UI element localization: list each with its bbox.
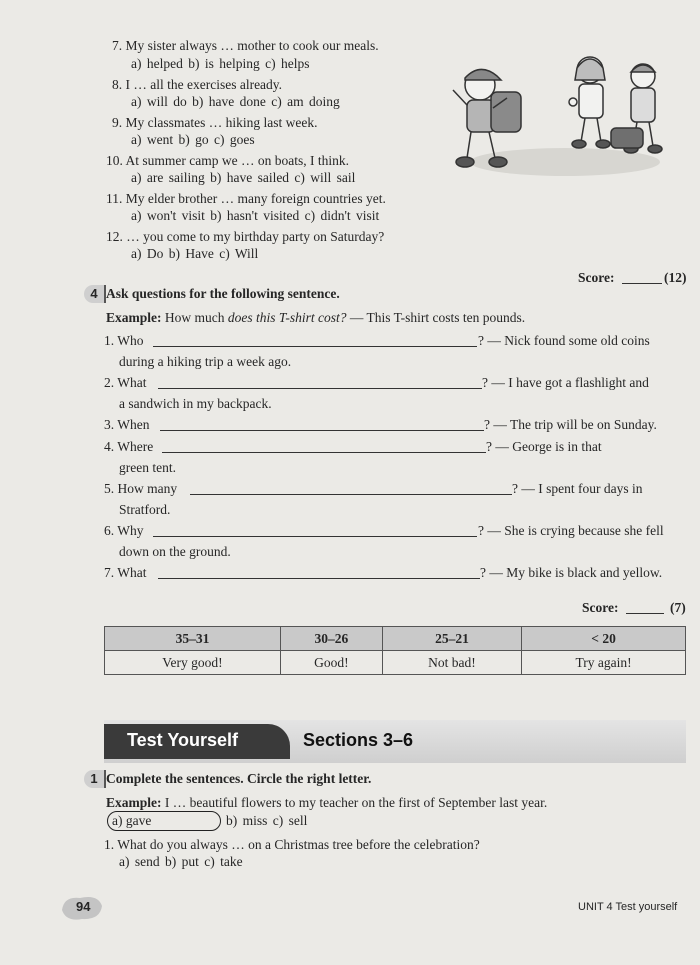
ex4-example-pre: How much xyxy=(164,310,228,325)
ex4-item-1-cont: during a hiking trip a week ago. xyxy=(119,354,292,369)
ex3-options-11: a) won't visit b) hasn't visited c) didn't visit xyxy=(131,208,380,223)
ex3-options-8: a) will do b) have done c) am doing xyxy=(131,94,340,109)
ex3-options-12: a) Do b) Have c) Will xyxy=(131,246,259,261)
score-table-value-row xyxy=(105,651,686,675)
ex3-question-10: 10. At summer camp we … on boats, I think. xyxy=(106,153,349,168)
ex4-score-blank[interactable] xyxy=(626,613,664,614)
ex4-item-6-cont: down on the ground. xyxy=(119,544,231,559)
ex3-options-7: a) helped b) is helping c) helps xyxy=(131,56,310,71)
ex4-item-5-end: ? — I spent four days in xyxy=(512,481,643,496)
score-range-2: 30–26 xyxy=(280,627,382,651)
ex4-item-1-start: 1. Who xyxy=(104,333,144,348)
ex4-item-5-answer-line[interactable] xyxy=(190,494,512,495)
ex4-item-7-answer-line[interactable] xyxy=(158,578,480,579)
score-verdict-1: Very good! xyxy=(105,651,281,675)
ex1-options-1: a) send b) put c) take xyxy=(119,854,243,869)
ex1-example-options-rest: b) miss c) sell xyxy=(226,813,308,828)
score-table-header-row xyxy=(105,627,686,651)
ex4-item-5-cont: Stratford. xyxy=(119,502,171,517)
ex1-example-text: I … beautiful flowers to my teacher on the first of September last year. xyxy=(164,795,548,810)
ex1-question-1: 1. What do you always … on a Christmas tree before the celebration? xyxy=(104,837,480,852)
ex3-options-9: a) went b) go c) goes xyxy=(131,132,255,147)
ex4-item-1-end: ? — Nick found some old coins xyxy=(478,333,650,348)
ex4-item-2-start: 2. What xyxy=(104,375,147,390)
ex3-question-7: 7. My sister always … mother to cook our meals. xyxy=(112,38,379,53)
ex4-item-6-answer-line[interactable] xyxy=(153,536,477,537)
ex3-question-11: 11. My elder brother … many foreign countries yet. xyxy=(106,191,386,206)
ex4-item-3-end: ? — The trip will be on Sunday. xyxy=(484,417,657,432)
score-verdict-4: Try again! xyxy=(522,651,686,675)
ex4-item-2-answer-line[interactable] xyxy=(158,388,482,389)
ex4-example-post: — This T-shirt costs ten pounds. xyxy=(346,310,526,325)
ex1-example-label: Example: xyxy=(106,795,162,810)
ex4-item-4-start: 4. Where xyxy=(104,439,154,454)
ex1-example xyxy=(106,795,547,811)
ex1-example-option-a: a) gave xyxy=(112,813,152,828)
score-verdict-2: Good! xyxy=(280,651,382,675)
banner-subtitle: Sections 3–6 xyxy=(303,730,414,750)
ex4-item-4-cont: green tent. xyxy=(119,460,176,475)
ex4-item-6-start: 6. Why xyxy=(104,523,144,538)
score-table xyxy=(104,626,686,675)
ex1-title: Complete the sentences. Circle the right letter. xyxy=(106,771,372,786)
page-number: 94 xyxy=(76,899,91,914)
ex4-item-7-end: ? — My bike is black and yellow. xyxy=(480,565,663,580)
ex4-item-5-start: 5. How many xyxy=(104,481,178,496)
ex4-score-label: Score: xyxy=(582,600,619,615)
ex3-options-10: a) are sailing b) have sailed c) will sail xyxy=(131,170,356,185)
boy-with-backpack-illustration xyxy=(445,50,667,180)
footer-unit-label: UNIT 4 Test yourself xyxy=(578,901,678,913)
ex4-title: Ask questions for the following sentence. xyxy=(106,286,340,301)
score-range-3: 25–21 xyxy=(382,627,521,651)
ex4-item-2-end: ? — I have got a flashlight and xyxy=(482,375,649,390)
ex1-number-badge: 1 xyxy=(84,770,106,788)
score-verdict-3: Not bad! xyxy=(382,651,521,675)
ex3-question-9: 9. My classmates … hiking last week. xyxy=(112,115,318,130)
ex3-question-12: 12. … you come to my birthday party on Saturday? xyxy=(106,229,385,244)
ex3-score-label: Score: xyxy=(578,270,615,285)
ex4-item-1-answer-line[interactable] xyxy=(153,346,477,347)
ex3-score-max: (12) xyxy=(664,270,687,285)
ex4-number-badge: 4 xyxy=(84,285,106,303)
ex4-item-7-start: 7. What xyxy=(104,565,147,580)
ex3-question-8: 8. I … all the exercises already. xyxy=(112,77,283,92)
ex3-score-blank[interactable] xyxy=(622,283,662,284)
ex4-item-4-answer-line[interactable] xyxy=(162,452,486,453)
ex4-item-4-end: ? — George is in that xyxy=(486,439,602,454)
ex4-score-max: (7) xyxy=(670,600,686,615)
ex4-example-label: Example: xyxy=(106,310,162,325)
banner-title: Test Yourself xyxy=(127,730,239,750)
score-range-1: 35–31 xyxy=(105,627,281,651)
ex4-example-italic: does this T-shirt cost? xyxy=(227,310,347,325)
ex4-example xyxy=(106,310,525,326)
ex4-item-3-start: 3. When xyxy=(104,417,150,432)
ex4-item-3-answer-line[interactable] xyxy=(160,430,484,431)
score-range-4: < 20 xyxy=(522,627,686,651)
ex4-item-2-cont: a sandwich in my backpack. xyxy=(119,396,272,411)
ex4-item-6-end: ? — She is crying because she fell xyxy=(478,523,664,538)
